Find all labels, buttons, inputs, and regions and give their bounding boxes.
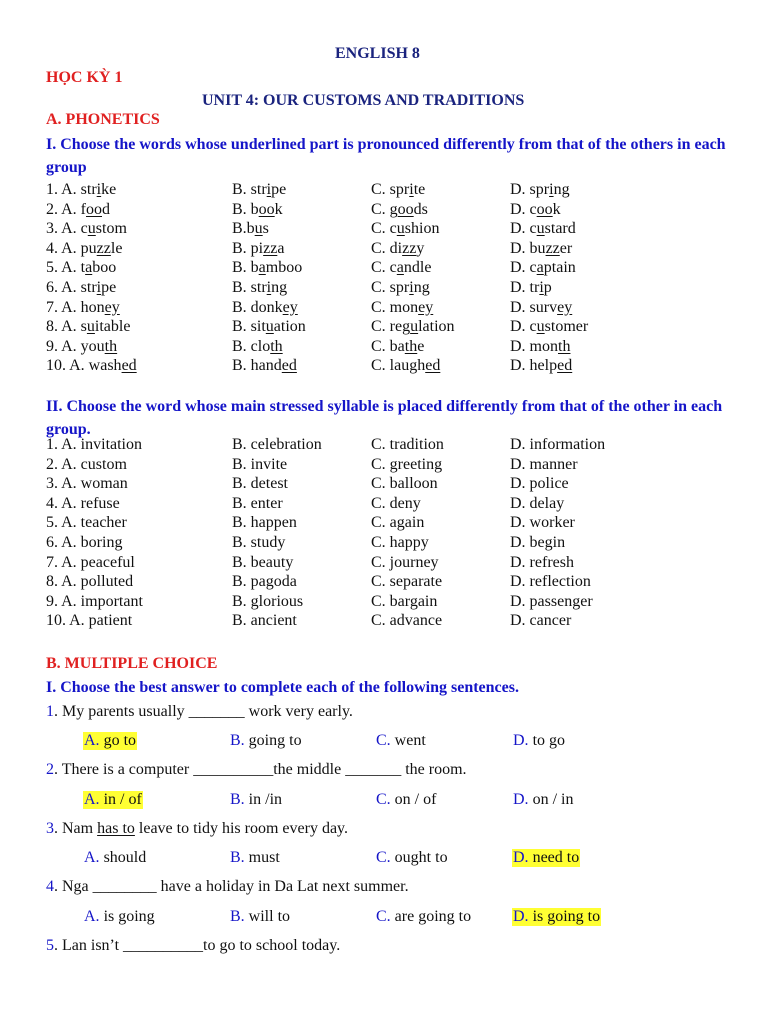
question-stem: . Nga ________ have a holiday in Da Lat next summer.	[54, 878, 409, 895]
word-text: D. c	[510, 200, 537, 218]
word-text: itable	[94, 318, 131, 336]
question-stem: . There is a computer __________the middle _______ the room.	[54, 761, 467, 778]
word-text: y	[416, 239, 425, 257]
underlined-part: oo	[397, 200, 414, 218]
word-option: B. invite	[232, 455, 288, 473]
option-text: went	[390, 732, 426, 749]
word-text: 1. A. str	[46, 181, 97, 198]
word-text: D. mon	[510, 337, 558, 355]
word-option	[510, 318, 588, 336]
word-option	[371, 259, 431, 277]
word-text: B. str	[232, 181, 267, 198]
option-text: in / of	[99, 791, 142, 808]
option-letter: B.	[230, 908, 245, 925]
word-option	[371, 220, 439, 238]
underlined-part: u	[396, 220, 405, 238]
phonetics-instruction-1: I. Choose the words whose underlined part is pronounced differently from that of the others in each group	[46, 136, 726, 176]
section-a-title: A. PHONETICS	[46, 111, 160, 128]
word-option: D. information	[510, 436, 606, 453]
word-option	[46, 279, 116, 297]
underlined-part: a	[536, 259, 544, 277]
underlined-part: oo	[86, 200, 102, 218]
underlined-part: th	[558, 337, 571, 355]
word-option: B. happen	[232, 514, 297, 532]
answer-option[interactable]	[229, 849, 281, 867]
question-text	[46, 761, 467, 779]
underlined-part: u	[410, 318, 419, 336]
word-text: stom	[95, 220, 127, 238]
word-text: shion	[404, 220, 440, 238]
word-text: a	[277, 239, 285, 257]
term-label: HỌC KỲ 1	[46, 69, 123, 86]
word-option: D. refresh	[510, 553, 574, 571]
answer-option[interactable]	[375, 791, 437, 809]
word-option	[510, 338, 570, 356]
word-option: 1. A. invitation	[46, 436, 142, 453]
word-option	[232, 259, 302, 277]
word-text: B. str	[232, 279, 267, 296]
word-text: B. hand	[232, 357, 282, 375]
underlined-part: th	[270, 337, 283, 355]
answer-option[interactable]	[512, 732, 566, 750]
word-option: 7. A. peaceful	[46, 553, 135, 571]
word-option: D. cancer	[510, 612, 572, 630]
underlined-part: zz	[96, 239, 111, 257]
underlined-part: i	[409, 181, 414, 198]
question-number: 2	[46, 761, 54, 778]
word-text: ndle	[403, 259, 432, 277]
word-option: D. begin	[510, 534, 566, 551]
word-option: C. bargain	[371, 592, 438, 610]
option-letter: D.	[513, 849, 529, 866]
underlined-part: u	[87, 220, 96, 238]
word-option	[46, 259, 116, 277]
word-option: B. ancient	[232, 612, 297, 630]
answer-option[interactable]	[229, 791, 283, 809]
question-number: 5	[46, 937, 54, 954]
question-text	[46, 937, 340, 955]
question-number: 3	[46, 820, 54, 837]
underlined-part: th	[404, 337, 418, 355]
option-text: must	[244, 849, 280, 866]
underlined-part: i	[549, 181, 554, 198]
option-letter: A.	[84, 791, 100, 808]
word-option: 5. A. teacher	[46, 514, 127, 532]
underlined-part: ey	[104, 298, 120, 316]
word-text: C. spr	[371, 181, 410, 198]
answer-option[interactable]	[83, 732, 137, 750]
word-option	[510, 201, 561, 219]
word-option	[46, 240, 122, 258]
option-text: to go	[528, 732, 566, 749]
option-letter: D.	[513, 791, 529, 808]
word-option: 2. A. custom	[46, 455, 127, 473]
word-text: D. c	[510, 220, 537, 238]
underlined-part: u	[536, 318, 545, 336]
underlined-part: ed	[121, 357, 137, 375]
word-text: k	[274, 200, 283, 218]
word-text: s	[262, 220, 269, 238]
answer-option[interactable]	[512, 791, 574, 809]
word-option	[232, 338, 283, 356]
word-option: B. detest	[232, 475, 288, 493]
underlined-part: zz	[263, 239, 278, 257]
answer-option[interactable]	[229, 908, 291, 926]
underlined-part: a	[396, 259, 404, 277]
word-option: C. balloon	[371, 475, 438, 493]
answer-option[interactable]	[375, 908, 472, 926]
word-option: D. police	[510, 475, 569, 493]
option-text: ought to	[390, 849, 448, 866]
option-letter: B.	[230, 791, 245, 808]
question-stem: leave to tidy his room every day.	[134, 820, 349, 837]
word-text: ation	[273, 318, 306, 336]
option-letter: B.	[230, 732, 245, 749]
underlined-part: ey	[418, 298, 434, 316]
word-text: C. spr	[371, 279, 410, 296]
phonetics-instruction-2: II. Choose the word whose main stressed syllable is placed differently from that of the other in each group.	[46, 398, 723, 438]
question-stem: . Nam	[54, 820, 98, 837]
underlined-part: ey	[557, 298, 573, 316]
option-text: need to	[528, 849, 580, 866]
word-text: B. b	[232, 259, 259, 277]
underlined-part: u	[86, 318, 95, 336]
word-option	[371, 201, 428, 219]
word-option: B. enter	[232, 494, 283, 512]
word-text: B.b	[232, 220, 255, 238]
underlined-part: oo	[536, 200, 553, 218]
word-text: ptain	[543, 259, 576, 277]
word-option	[510, 220, 576, 238]
word-text: D. spr	[510, 181, 550, 198]
question-text	[46, 878, 409, 896]
word-text: B. clo	[232, 337, 271, 355]
answer-option[interactable]	[512, 908, 601, 926]
word-option	[46, 318, 130, 336]
word-text: 8. A. s	[46, 318, 87, 336]
word-option	[510, 240, 572, 258]
word-option	[46, 299, 120, 317]
word-text: D. c	[510, 259, 537, 277]
multiple-choice-instruction: I. Choose the best answer to complete each of the following sentences.	[46, 679, 519, 696]
word-option	[232, 299, 298, 317]
word-text: e	[417, 337, 425, 355]
option-letter: D.	[513, 732, 529, 749]
word-text: ke	[101, 181, 117, 198]
option-letter: A.	[84, 732, 100, 749]
word-text: le	[110, 239, 123, 257]
word-option: 3. A. woman	[46, 475, 128, 493]
underlined-part: zz	[545, 239, 560, 257]
word-option: B. glorious	[232, 592, 304, 610]
word-option: C. journey	[371, 553, 439, 571]
underlined-part: i	[266, 279, 272, 296]
underlined-part: oo	[258, 200, 275, 218]
word-text: C. laugh	[371, 357, 426, 375]
word-option: C. happy	[371, 534, 429, 551]
word-text: C. c	[371, 220, 397, 238]
option-text: going to	[244, 732, 302, 749]
word-text: mboo	[265, 259, 303, 277]
word-option	[232, 357, 297, 375]
word-text: D. bu	[510, 239, 546, 257]
word-text: C. ba	[371, 337, 405, 355]
underlined-part: ed	[281, 357, 297, 375]
underlined-part: i	[96, 181, 102, 198]
answer-option[interactable]	[83, 908, 156, 926]
word-option: C. again	[371, 514, 425, 532]
word-option: C. greeting	[371, 455, 443, 473]
word-text: 2. A. f	[46, 200, 86, 218]
option-letter: A.	[84, 908, 100, 925]
word-text: d	[102, 200, 110, 218]
underlined-phrase: has to	[97, 820, 135, 837]
word-option	[46, 338, 117, 356]
word-text: stomer	[544, 318, 589, 336]
underlined-part: a	[258, 259, 266, 277]
option-letter: C.	[376, 849, 391, 866]
answer-option[interactable]	[83, 791, 143, 809]
word-option: B. pagoda	[232, 573, 297, 591]
underlined-part: zz	[402, 239, 417, 257]
answer-option[interactable]	[512, 849, 580, 867]
word-text: 9. A. you	[46, 337, 105, 355]
word-option	[232, 240, 284, 258]
word-option: 6. A. boring	[46, 534, 123, 551]
word-text: k	[552, 200, 561, 218]
word-text: B. donk	[232, 298, 283, 316]
word-text: B. pi	[232, 239, 264, 257]
word-option	[232, 220, 269, 238]
underlined-part: u	[265, 318, 274, 336]
underlined-part: ed	[557, 357, 573, 375]
word-text: 6. A. str	[46, 279, 97, 296]
word-text: 4. A. pu	[46, 239, 97, 257]
word-option: C. separate	[371, 573, 443, 591]
option-letter: B.	[230, 849, 245, 866]
word-text: C. mon	[371, 298, 419, 316]
word-option: D. manner	[510, 455, 578, 473]
word-option	[510, 357, 572, 375]
word-text: C. reg	[371, 318, 411, 336]
option-text: should	[99, 849, 147, 866]
word-text: D. c	[510, 318, 537, 336]
word-option	[46, 201, 110, 219]
option-text: on / of	[390, 791, 437, 808]
option-letter: A.	[84, 849, 100, 866]
underlined-part: u	[254, 220, 263, 238]
word-text: 5. A. t	[46, 259, 86, 277]
section-b-title: B. MULTIPLE CHOICE	[46, 655, 218, 672]
option-letter: C.	[376, 791, 391, 808]
question-number: 1	[46, 703, 54, 720]
word-text: 10. A. wash	[46, 357, 122, 375]
answer-option[interactable]	[375, 849, 449, 867]
word-text: pe	[101, 279, 117, 296]
word-option: D. reflection	[510, 573, 591, 591]
word-option	[371, 299, 433, 317]
word-text: ds	[413, 200, 428, 218]
word-option	[510, 279, 552, 297]
word-option	[371, 318, 455, 336]
word-text: p	[543, 279, 552, 296]
underlined-part: i	[266, 181, 272, 198]
option-text: are going to	[390, 908, 472, 925]
underlined-part: u	[536, 220, 545, 238]
word-text: te	[413, 181, 426, 198]
word-text: stard	[544, 220, 576, 238]
word-text: C. di	[371, 239, 403, 257]
answer-option[interactable]	[83, 849, 147, 867]
underlined-part: i	[409, 279, 414, 296]
word-option: D. worker	[510, 514, 575, 532]
underlined-part: a	[85, 259, 93, 277]
option-letter: C.	[376, 908, 391, 925]
option-text: in /in	[244, 791, 283, 808]
word-option	[46, 220, 127, 238]
word-option	[510, 259, 576, 277]
word-option	[232, 181, 286, 199]
word-option	[510, 181, 570, 199]
word-option: B. celebration	[232, 436, 322, 453]
word-text: ng	[553, 181, 570, 198]
word-text: C. c	[371, 259, 397, 277]
question-text	[46, 703, 353, 721]
word-option	[232, 279, 287, 297]
underlined-part: i	[96, 279, 102, 296]
word-option	[371, 357, 440, 375]
answer-option[interactable]	[229, 732, 303, 750]
word-option	[232, 201, 283, 219]
underlined-part: th	[104, 337, 118, 355]
underlined-part: i	[539, 279, 544, 296]
word-option: C. deny	[371, 494, 421, 512]
word-option	[371, 181, 425, 199]
word-option	[371, 279, 430, 297]
word-text: er	[559, 239, 573, 257]
word-option: D. passenger	[510, 592, 593, 610]
word-text: B. sit	[232, 318, 266, 336]
underlined-part: ey	[282, 298, 298, 316]
word-text: C. g	[371, 200, 398, 218]
option-text: will to	[244, 908, 291, 925]
option-text: is going to	[528, 908, 601, 925]
word-text: boo	[92, 259, 117, 277]
underlined-part: ed	[425, 357, 441, 375]
word-option: C. advance	[371, 612, 443, 630]
word-text: lation	[418, 318, 455, 336]
word-option	[232, 318, 306, 336]
word-option: B. study	[232, 534, 286, 551]
question-stem: . My parents usually _______ work very early.	[54, 703, 353, 720]
word-option	[510, 299, 572, 317]
word-text: 3. A. c	[46, 220, 88, 238]
word-option: 4. A. refuse	[46, 494, 120, 512]
answer-option[interactable]	[375, 732, 427, 750]
unit-title: UNIT 4: OUR CUSTOMS AND TRADITIONS	[202, 92, 525, 109]
word-option	[46, 357, 137, 375]
word-option: 8. A. polluted	[46, 573, 134, 591]
word-text: D. surv	[510, 298, 558, 316]
course-title: ENGLISH 8	[335, 45, 420, 62]
word-option: D. delay	[510, 494, 565, 512]
question-text	[46, 820, 348, 838]
option-text: go to	[99, 732, 137, 749]
option-text: is going	[99, 908, 155, 925]
option-text: on / in	[528, 791, 574, 808]
word-option	[371, 338, 424, 356]
word-option: 9. A. important	[46, 592, 143, 610]
question-stem: . Lan isn’t __________to go to school today.	[54, 937, 341, 954]
word-text: D. help	[510, 357, 558, 375]
word-text: B. b	[232, 200, 259, 218]
word-option	[371, 240, 424, 258]
word-text: pe	[271, 181, 287, 198]
word-option: 10. A. patient	[46, 612, 133, 630]
word-option	[46, 181, 116, 199]
word-text: D. tr	[510, 279, 540, 296]
word-text: 7. A. hon	[46, 298, 105, 316]
word-option: C. tradition	[371, 436, 444, 453]
word-text: ng	[413, 279, 430, 296]
word-option: B. beauty	[232, 553, 294, 571]
word-text: ng	[271, 279, 288, 296]
question-number: 4	[46, 878, 54, 895]
option-letter: C.	[376, 732, 391, 749]
option-letter: D.	[513, 908, 529, 925]
